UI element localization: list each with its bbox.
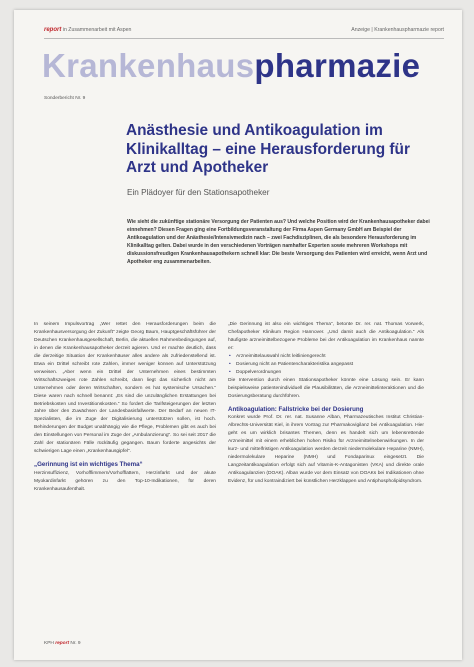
brand-logo: report — [44, 27, 62, 33]
masthead-part-2: pharmazie — [254, 47, 421, 84]
list-item: • Doppelverordnungen — [236, 369, 424, 377]
bullet-list — [228, 353, 424, 377]
body-paragraph: Die Intervention durch einen Stationsapotheker könnte eine Lösung sein. Er kann beispielsweise patientenindividuell die Plausibilitäten, die Arzneimittelinteraktionen und die Dosierungsberatung durchführen. — [228, 377, 424, 399]
top-bar — [44, 27, 444, 33]
intro-paragraph: Wie sieht die zukünftige stationäre Versorgung der Patienten aus? Und welche Position wird der Krankenhausapotheker dabei einnehmen? Diesen Fragen ging eine Fortbildungsveranstaltung der Firma Aspen Germany GmbH am Beispiel der Antikoagulation und der Anästhesie/Intensivmedizin nach – zwei Fachdisziplinen, die als besondere Herausforderung im Klinikalltag gelten. Dabei wurde in den verschiedenen Vorträgen namhafter Experten sowie mehreren Workshops mit diskussionsfreudigen Krankenhausapothekern schnell klar: Die beste Versorgung des Patienten wird erreicht, wenn Arzt und Apotheker eng zusammenarbeiten. — [127, 219, 430, 266]
magazine-page — [14, 10, 462, 660]
masthead-part-1: Krankenhaus — [42, 47, 255, 84]
issue-label: Sonderbericht Nr. 9 — [44, 96, 86, 101]
section-heading: „Gerinnung ist ein wichtiges Thema“ — [34, 461, 143, 469]
footer-issue: Nr. 9 — [70, 641, 81, 646]
section-heading: Antikoagulation: Fallstricke bei der Dosierung — [228, 405, 364, 413]
right-column — [228, 321, 424, 486]
section-label: Anzeige | Krankenhauspharmazie report — [351, 27, 444, 33]
footer-kph: KPH — [44, 641, 54, 646]
body-paragraph: Konkret wurde Prof. Dr. rer. nat. Susanne Alban, Pharmazeutisches Institut Christian-Albrechts-Universität Kiel, in ihrem Vortrag zur Pharmakovigilanz bei Antikoagulation. Hier geht es um wirklich brisantes Themen, denn es handelt sich um lebensrettende Arzneimittel mit einem erheblichen hohen Risiko für Arzneimittelnebenwirkungen. In der kurz- und mittelfristigen Antikoagulation werden derzeit niedermolekulare Heparine (NMH), niedermolekulare Heparine (NMH) und Fondaparinux eingesetzt. Die Langzeitantikoagulation erfolgt sich auf Vitamin-K-Antagonisten (VKA) und direkte orale Antikoagulanzien (DOAK). Alban wurde vor dem Einsatz von DOAKs bei Indikationen ohne Evidenz, für und kontraindiziert bei künstlichen Herzklappen und Antiphospholipidsyndrom. — [228, 415, 424, 484]
list-item: • Dosierung nicht an Patientencharakteristika angepasst — [236, 361, 424, 369]
body-paragraph: „Die Gerinnung ist also ein wichtiges Thema“, betonte Dr. rer. nat. Thomas Vorwerk, Chefapotheker Klinikum Region Hannover. „Und damit auch die Antikoagulation.“ Als häufigste arzneimittelbezogene Probleme bei der Antikoagulation im Krankenhaus nannte er: — [228, 322, 424, 351]
collab-text: in Zusammenarbeit mit Aspen — [62, 27, 132, 33]
list-item: • Arzneimittelauswahl nicht leitliniengerecht — [236, 353, 424, 361]
divider — [44, 38, 444, 39]
subtitle: Ein Plädoyer für den Stationsapotheker — [127, 188, 270, 197]
page-footer — [44, 641, 81, 646]
body-paragraph: Herzinsuffizienz, Vorhofflimmern/Vorhofflattern, Herzinfarkt und der akute Myokardinfarkt gehören zu den Top-10-Indikationen, für deren Krankenhausaufenthalt. — [34, 470, 216, 492]
left-column — [34, 321, 216, 494]
headline: Anästhesie und Antikoagulation im Klinikalltag – eine Herausforderung für Arzt und Apotheker — [126, 122, 410, 176]
masthead — [42, 47, 420, 85]
footer-brand: report — [55, 641, 70, 646]
body-paragraph: In seinem Impulsvortrag „Wer rettet den Herausforderungen beim die Krankenhausversorgung der Zukunft“ zeigte Georg Baum, Hauptgeschäftsführer der Deutschen Krankenhausgesellschaft, Berlin, die aktuellen Rahmenbedingungen auf, in denen die Krankenhausapotheker derzeit agieren. Und er machte deutlich, dass die derzeitige Situation der Krankenhäuser alles andere als zufriedenstellend ist. Etwa ein Drittel schreibt rote Zahlen, immer weniger können auf Unterstützung verweisen. „Aber wenn ein Drittel der Unternehmen eines bestimmten Wirtschaftszweiges rote Zahlen schreibt, dann liegt das sicherlich nicht am Unternehmen oder deren Wirtschaften, sondern es hat systemische Ursachen.“ Diese waren nach schnell benannt: „Es sind die unzulänglichen Erstattungen bei Betriebskosten und Investitionskosten.“ So fordert die Tarifsteigerungen der letzten Jahre über den Zuwächsen der Landesbasisfallwerte. Der Bedarf an neuen IT-Spezialisten, die im Zuge der Digitalisierung unterstützen sollen, ist hoch. Behinderungen der Budget unabhängig wie die Pflege, Problemen gibt es auch bei den Einstellungen von Personal im Zuge der „Ambulanzierung“. So sei seit 2017 die Zahl der stationären Fälle rückläufig gegangen. Baum forderte angesichts der schwierigen Lage einen „Krankenhausgipfel“. — [34, 322, 216, 455]
